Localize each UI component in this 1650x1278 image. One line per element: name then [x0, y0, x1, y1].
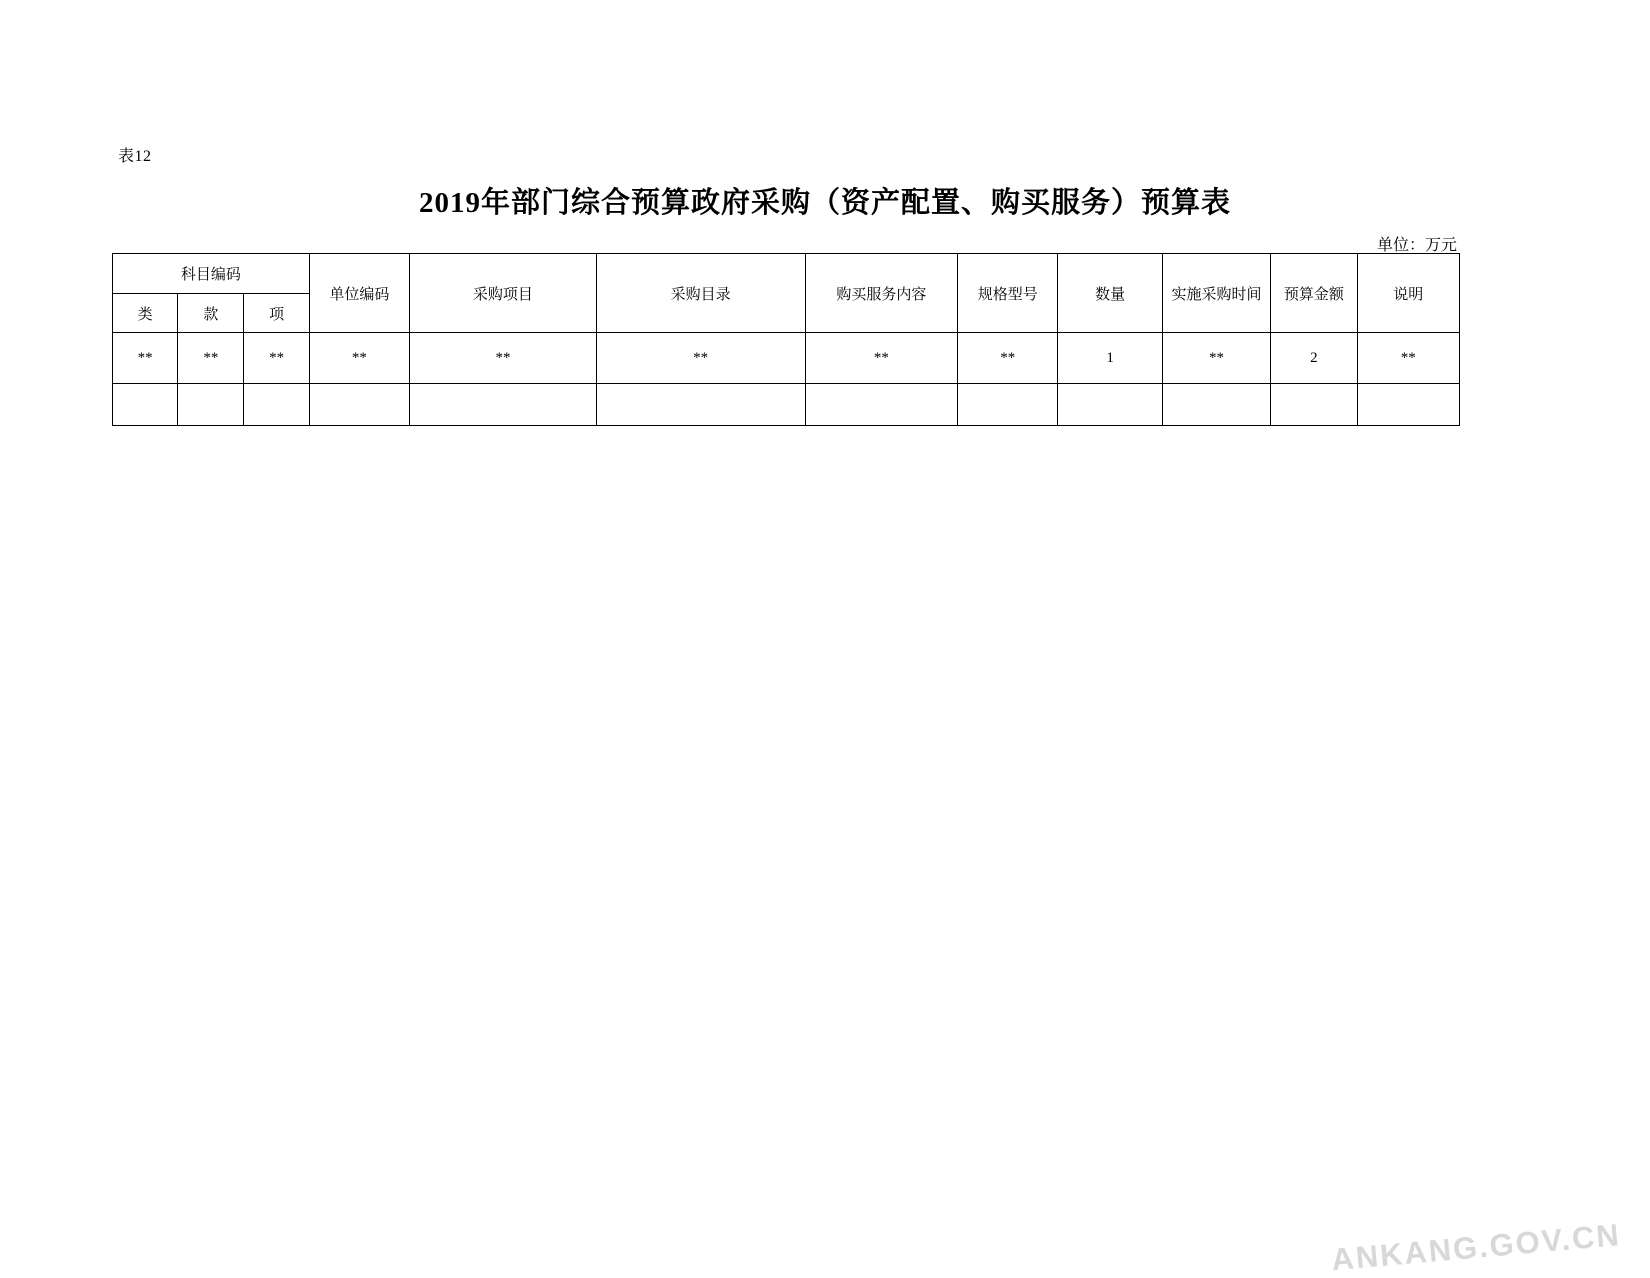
header-xiang: 项 [244, 294, 309, 333]
cell-service-content: ** [805, 333, 958, 384]
cell-quantity [1058, 384, 1162, 426]
header-service-content: 购买服务内容 [805, 254, 958, 333]
cell-purchase-time: ** [1162, 333, 1270, 384]
header-unit-code: 单位编码 [309, 254, 409, 333]
cell-xiang: ** [244, 333, 309, 384]
cell-xiang [244, 384, 309, 426]
page-title: 2019年部门综合预算政府采购（资产配置、购买服务）预算表 [418, 187, 1231, 219]
cell-spec-model [958, 384, 1058, 426]
cell-kuan [178, 384, 244, 426]
cell-service-content [805, 384, 958, 426]
header-kuan: 款 [178, 294, 244, 333]
header-purchase-item: 采购项目 [410, 254, 597, 333]
site-watermark: ANKANG.GOV.CN [1329, 1217, 1622, 1278]
cell-unit-code: ** [309, 333, 409, 384]
cell-spec-model: ** [958, 333, 1058, 384]
budget-table [112, 253, 1460, 426]
cell-lei [113, 384, 178, 426]
cell-purchase-item [410, 384, 597, 426]
header-purchase-catalog: 采购目录 [596, 254, 805, 333]
header-budget-amount: 预算金额 [1271, 254, 1357, 333]
cell-purchase-item: ** [410, 333, 597, 384]
cell-purchase-catalog: ** [596, 333, 805, 384]
budget-table-container [112, 253, 1460, 426]
cell-budget-amount: 2 [1271, 333, 1357, 384]
header-remark: 说明 [1357, 254, 1459, 333]
header-lei: 类 [113, 294, 178, 333]
cell-budget-amount [1271, 384, 1357, 426]
cell-remark [1357, 384, 1459, 426]
sheet-label: 表12 [118, 148, 152, 165]
cell-quantity: 1 [1058, 333, 1162, 384]
header-group-subject-code: 科目编码 [113, 254, 310, 294]
table-header-row-top [113, 254, 1460, 294]
cell-kuan: ** [178, 333, 244, 384]
header-purchase-time: 实施采购时间 [1162, 254, 1270, 333]
header-spec-model: 规格型号 [958, 254, 1058, 333]
cell-purchase-time [1162, 384, 1270, 426]
cell-purchase-catalog [596, 384, 805, 426]
cell-lei: ** [113, 333, 178, 384]
table-row [113, 384, 1460, 426]
header-quantity: 数量 [1058, 254, 1162, 333]
cell-remark: ** [1357, 333, 1459, 384]
cell-unit-code [309, 384, 409, 426]
unit-note: 单位：万元 [1376, 237, 1457, 254]
table-row [113, 333, 1460, 384]
